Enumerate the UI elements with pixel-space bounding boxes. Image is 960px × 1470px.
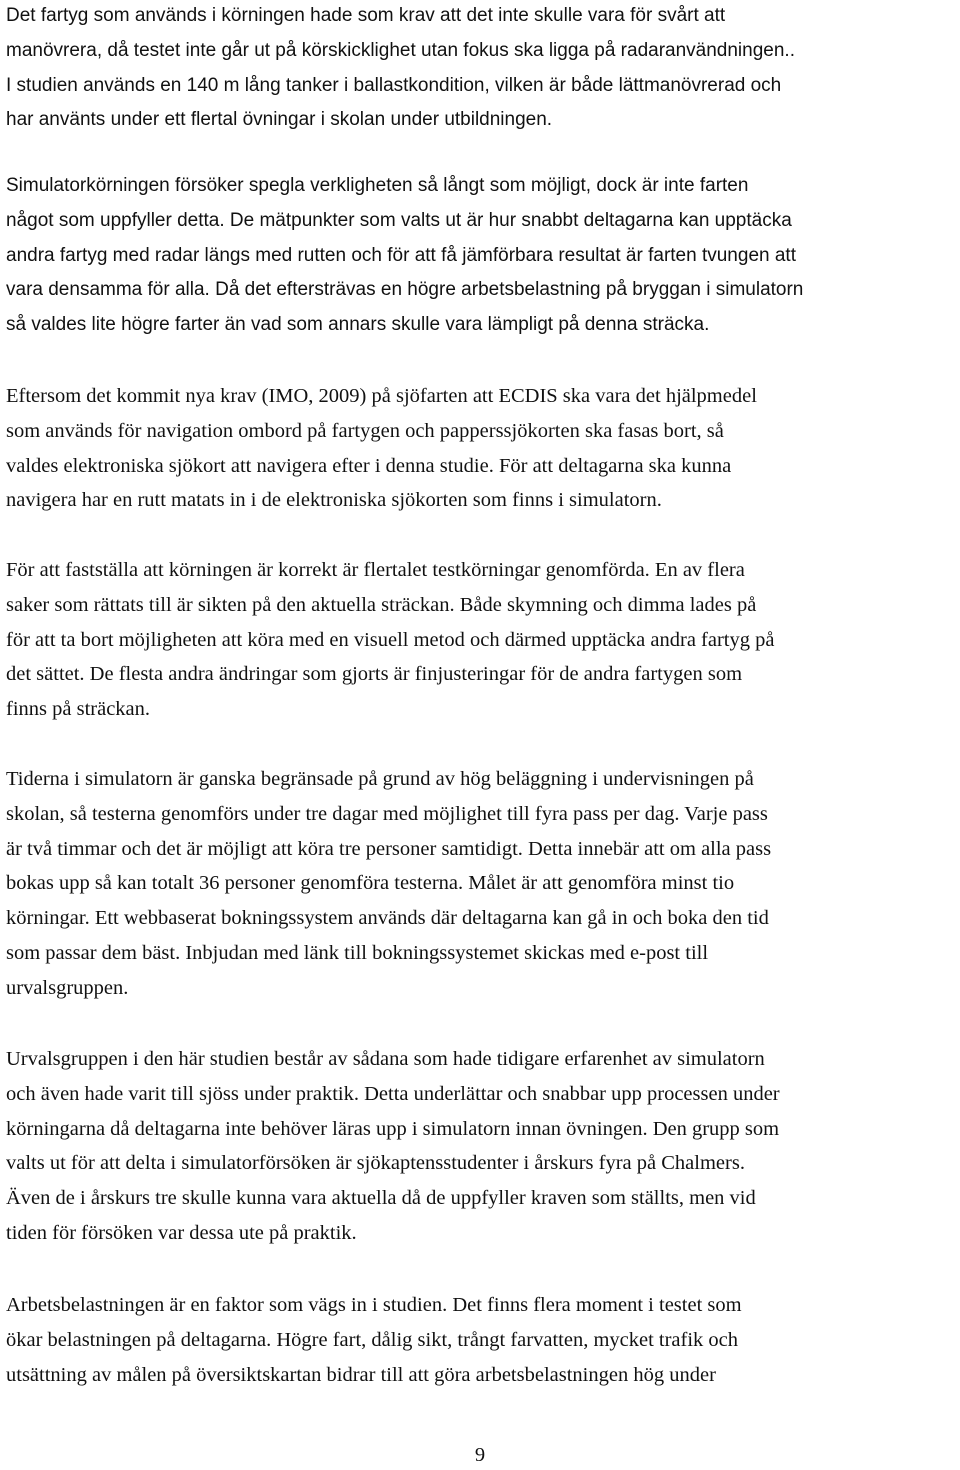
text-line: utsättning av målen på översiktskartan bidrar till att göra arbetsbelastningen hög under <box>6 1363 716 1386</box>
text-line: som passar dem bäst. Inbjudan med länk till bokningssystemet skickas med e-post till <box>6 941 709 964</box>
text-line: I studien används en 140 m lång tanker i ballastkondition, vilken är både lättmanövrerad och <box>6 74 782 96</box>
text-line: är två timmar och det är möjligt att köra tre personer samtidigt. Detta innebär att om alla pass <box>6 837 772 860</box>
text-line: körningar. Ett webbaserat bokningssystem används där deltagarna kan gå in och boka den tid <box>6 907 769 930</box>
paragraph-test-runs <box>6 553 774 727</box>
text-line: manövrera, då testet inte går ut på körskicklighet utan fokus ska ligga på radaranvändningen.. <box>6 39 795 61</box>
text-line: Arbetsbelastningen är en faktor som vägs in i studien. Det finns flera moment i testet som <box>6 1294 742 1316</box>
text-line: Urvalsgruppen i den här studien består av sådana som hade tidigare erfarenhet av simulatorn <box>6 1048 765 1070</box>
text-line: bokas upp så kan totalt 36 personer genomföra testerna. Målet är att genomföra minst tio <box>6 872 735 895</box>
paragraph-workload <box>6 1288 742 1392</box>
text-line: något som uppfyller detta. De mätpunkter som valts ut är hur snabbt deltagarna kan upptäcka <box>6 209 792 231</box>
text-line: Eftersom det kommit nya krav (IMO, 2009) på sjöfarten att ECDIS ska vara det hjälpmedel <box>6 385 757 407</box>
text-line: navigera har en rutt matats in i de elektroniska sjökorten som finns i simulatorn. <box>6 489 662 512</box>
text-line: Det fartyg som används i körningen hade som krav att det inte skulle vara för svårt att <box>6 5 726 26</box>
text-line: för att ta bort möjligheten att köra med en visuell metod och därmed upptäcka andra fartyg på <box>6 628 775 651</box>
text-line: som används för navigation ombord på fartygen och papperssjökorten ska fasas bort, så <box>6 419 724 442</box>
text-line: Tiderna i simulatorn är ganska begränsade på grund av hög beläggning i undervisningen på <box>6 768 754 790</box>
text-line: finns på sträckan. <box>6 698 151 721</box>
paragraph-ecdis <box>6 379 757 518</box>
text-line: det sättet. De flesta andra ändringar som gjorts är finjusteringar för de andra fartygen som <box>6 663 743 686</box>
paragraph-selection-group <box>6 1042 780 1251</box>
text-line: valts ut för att delta i simulatorförsöken är sjökaptensstudenter i årskurs fyra på Chalmers. <box>6 1152 745 1175</box>
text-line: och även hade varit till sjöss under praktik. Detta underlättar och snabbar upp processen under <box>6 1082 780 1105</box>
text-line: tiden för försöken var dessa ute på praktik. <box>6 1221 357 1244</box>
text-line: urvalsgruppen. <box>6 976 129 999</box>
paragraph-simulator-speed <box>6 169 803 343</box>
text-line: har använts under ett flertal övningar i skolan under utbildningen. <box>6 109 553 131</box>
text-line: Simulatorkörningen försöker spegla verkligheten så långt som möjligt, dock är inte farten <box>6 175 749 196</box>
text-line: Även de i årskurs tre skulle kunna vara aktuella då de uppfyller kraven som ställts, men vid <box>6 1187 756 1210</box>
text-line: skolan, så testerna genomförs under tre dagar med möjlighet till fyra pass per dag. Varje pass <box>6 802 768 825</box>
text-line: ökar belastningen på deltagarna. Högre fart, dålig sikt, trångt farvatten, mycket trafik och <box>6 1328 739 1351</box>
text-line: körningarna då deltagarna inte behöver läras upp i simulatorn innan övningen. Den grupp som <box>6 1117 780 1140</box>
paragraph-vessel <box>6 0 795 138</box>
page-number: 9 <box>474 1444 486 1466</box>
text-line: För att fastställa att körningen är korrekt är flertalet testkörningar genomförda. En av flera <box>6 559 745 581</box>
paragraph-schedule <box>6 762 771 1006</box>
text-line: vara densamma för alla. Då det eftersträvas en högre arbetsbelastning på bryggan i simulatorn <box>6 279 804 301</box>
text-line: så valdes lite högre farter än vad som annars skulle vara lämpligt på denna sträcka. <box>6 314 710 336</box>
text-line: valdes elektroniska sjökort att navigera efter i denna studie. För att deltagarna ska kunna <box>6 454 732 477</box>
text-line: saker som rättats till är sikten på den aktuella sträckan. Både skymning och dimma lades på <box>6 593 757 616</box>
text-line: andra fartyg med radar längs med rutten och för att få jämförbara resultat är farten tvungen att <box>6 244 796 266</box>
